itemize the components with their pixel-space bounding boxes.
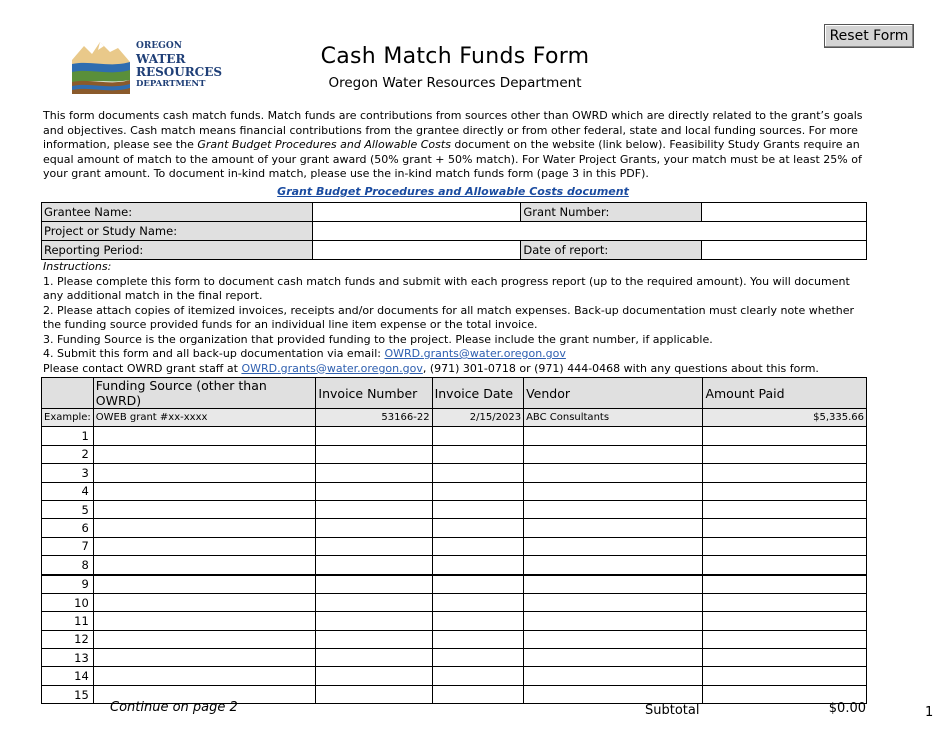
invoice-date-cell[interactable]: [432, 482, 524, 500]
invoice-date-cell[interactable]: [432, 612, 524, 630]
table-row: [42, 556, 867, 575]
invoice-number-cell[interactable]: [316, 519, 432, 537]
vendor-cell[interactable]: [524, 427, 703, 445]
invoice-number-cell[interactable]: [316, 445, 432, 463]
amount-paid-cell[interactable]: [703, 667, 867, 685]
example-amount: $5,335.66: [703, 409, 867, 427]
logo-line-water: WATER: [136, 52, 186, 66]
invoice-number-cell[interactable]: [316, 575, 432, 594]
subtotal-label: Subtotal: [645, 703, 700, 718]
invoice-date-cell[interactable]: [432, 593, 524, 611]
vendor-cell[interactable]: [524, 685, 703, 703]
contact-prefix: Please contact OWRD grant staff at: [43, 361, 242, 375]
invoice-date-cell[interactable]: [432, 649, 524, 667]
row-number: 14: [42, 667, 94, 685]
funding-source-header: Funding Source (other than OWRD): [93, 378, 316, 409]
table-row: [42, 593, 867, 611]
table-row: [42, 537, 867, 555]
table-row: [42, 649, 867, 667]
date-of-report-label: Date of report:: [521, 241, 702, 260]
example-label: Example:: [42, 409, 94, 427]
table-row: [42, 575, 867, 594]
example-vendor: ABC Consultants: [524, 409, 703, 427]
owrd-logo: [70, 38, 230, 98]
vendor-cell[interactable]: [524, 556, 703, 575]
funding-source-cell[interactable]: [93, 630, 316, 648]
amount-paid-cell[interactable]: [703, 482, 867, 500]
row-number: 15: [42, 685, 94, 703]
subtotal-value: $0.00: [828, 701, 866, 716]
invoice-date-cell[interactable]: [432, 537, 524, 555]
intro-paragraph: [43, 109, 873, 182]
landscape-logo-icon: [70, 38, 134, 96]
amount-paid-cell[interactable]: [703, 464, 867, 482]
vendor-cell[interactable]: [524, 593, 703, 611]
invoice-number-cell[interactable]: [316, 482, 432, 500]
funding-source-cell[interactable]: [93, 445, 316, 463]
vendor-cell[interactable]: [524, 464, 703, 482]
project-name-label: Project or Study Name:: [42, 222, 313, 241]
row-number: 6: [42, 519, 94, 537]
invoice-number-cell[interactable]: [316, 630, 432, 648]
amount-paid-cell[interactable]: [703, 445, 867, 463]
vendor-cell[interactable]: [524, 445, 703, 463]
invoice-number-cell[interactable]: [316, 667, 432, 685]
project-name-field[interactable]: [312, 222, 866, 241]
amount-paid-cell[interactable]: [703, 612, 867, 630]
table-row: [42, 464, 867, 482]
vendor-cell[interactable]: [524, 537, 703, 555]
row-number: 5: [42, 500, 94, 518]
invoice-date-cell[interactable]: [432, 427, 524, 445]
amount-paid-cell[interactable]: [703, 537, 867, 555]
invoice-number-cell[interactable]: [316, 593, 432, 611]
invoice-number-cell[interactable]: [316, 427, 432, 445]
amount-paid-header: Amount Paid: [703, 378, 867, 409]
row-number: 8: [42, 556, 94, 575]
email-link[interactable]: OWRD.grants@water.oregon.gov: [384, 347, 566, 360]
funding-source-cell[interactable]: [93, 612, 316, 630]
funding-source-cell[interactable]: [93, 427, 316, 445]
table-row: [42, 500, 867, 518]
vendor-cell[interactable]: [524, 667, 703, 685]
contact-line: [43, 362, 873, 377]
table-row: [42, 630, 867, 648]
funding-source-cell[interactable]: [93, 667, 316, 685]
reset-form-button[interactable]: Reset Form: [824, 24, 914, 48]
intro-text-1: This form documents cash match funds. Match funds are contributions from sources other than OWRD which are directly related to the grant’s goals and objectives. Cash match means financial contributions from the grantee directly or from other federal, state and local funding sources. For more information, please see the: [43, 109, 863, 152]
row-number: 9: [42, 575, 94, 594]
vendor-cell[interactable]: [524, 612, 703, 630]
funding-source-cell[interactable]: [93, 649, 316, 667]
row-number: 11: [42, 612, 94, 630]
amount-paid-cell[interactable]: [703, 630, 867, 648]
grant-budget-doc-link[interactable]: Grant Budget Procedures and Allowable Costs document: [277, 185, 629, 198]
amount-paid-cell[interactable]: [703, 519, 867, 537]
instruction-2: 2. Please attach copies of itemized invoices, receipts and/or documents for all match expenses. Back-up documentation must clearly note whether the funding source provided funds for an individual line item expense or the total invoice.: [43, 303, 855, 331]
vendor-cell[interactable]: [524, 519, 703, 537]
entry-rows: [42, 427, 867, 704]
row-number: 3: [42, 464, 94, 482]
instruction-4: [43, 347, 873, 362]
invoice-number-cell[interactable]: [316, 556, 432, 575]
table-row: [42, 445, 867, 463]
invoice-number-cell[interactable]: [316, 500, 432, 518]
table-row: [42, 519, 867, 537]
funding-source-cell[interactable]: [93, 500, 316, 518]
logo-line-department: DEPARTMENT: [136, 79, 206, 89]
vendor-header: Vendor: [524, 378, 703, 409]
row-number: 12: [42, 630, 94, 648]
instruction-3: 3. Funding Source is the organization that provided funding to the project. Please include the grant number, if applicable.: [43, 332, 713, 346]
example-source: OWEB grant #xx-xxxx: [93, 409, 316, 427]
funding-source-cell[interactable]: [93, 464, 316, 482]
invoice-date-cell[interactable]: [432, 685, 524, 703]
page-subtitle: Oregon Water Resources Department: [328, 75, 582, 91]
vendor-cell[interactable]: [524, 575, 703, 594]
amount-paid-cell[interactable]: [703, 649, 867, 667]
instructions-heading: Instructions:: [43, 260, 112, 273]
row-number: 1: [42, 427, 94, 445]
funding-source-cell[interactable]: [93, 519, 316, 537]
vendor-cell[interactable]: [524, 500, 703, 518]
example-row: [42, 409, 867, 427]
grant-number-field[interactable]: [702, 203, 867, 222]
instruction-1: 1. Please complete this form to document cash match funds and submit with each progress report (up to the required amount). You will document any additional match in the final report.: [43, 274, 850, 302]
invoice-date-cell[interactable]: [432, 500, 524, 518]
example-invoice: 53166-22: [316, 409, 432, 427]
reporting-period-label: Reporting Period:: [42, 241, 313, 260]
grant-number-label: Grant Number:: [521, 203, 702, 222]
invoice-number-cell[interactable]: [316, 685, 432, 703]
grant-info-table: [41, 202, 867, 260]
example-date: 2/15/2023: [432, 409, 524, 427]
reporting-period-field[interactable]: [312, 241, 521, 260]
cash-match-table: [41, 377, 867, 704]
date-of-report-field[interactable]: [702, 241, 867, 260]
intro-text-2: document on the website (link below). Feasibility Study Grants require an equal amount of match to the amount of your grant award (50% grant + 50% match). For Water Project Grants, your match must be at least 25% of your grant amount. To document in-kind match, please use the in-kind match funds form (page 3 in this PDF).: [43, 138, 862, 181]
page-title: Cash Match Funds Form: [320, 44, 590, 69]
contact-email-link[interactable]: OWRD.grants@water.oregon.gov: [241, 361, 423, 375]
invoice-date-cell[interactable]: [432, 464, 524, 482]
vendor-cell[interactable]: [524, 482, 703, 500]
vendor-cell[interactable]: [524, 649, 703, 667]
invoice-date-header: Invoice Date: [432, 378, 524, 409]
logo-line-oregon: OREGON: [136, 41, 182, 51]
amount-paid-cell[interactable]: [703, 593, 867, 611]
grantee-name-label: Grantee Name:: [42, 203, 313, 222]
invoice-date-cell[interactable]: [432, 575, 524, 594]
invoice-number-cell[interactable]: [316, 649, 432, 667]
funding-source-cell[interactable]: [93, 575, 316, 594]
invoice-date-cell[interactable]: [432, 667, 524, 685]
funding-source-cell[interactable]: [93, 556, 316, 575]
invoice-number-cell[interactable]: [316, 612, 432, 630]
table-row: [42, 667, 867, 685]
invoice-number-header: Invoice Number: [316, 378, 432, 409]
row-number: 13: [42, 649, 94, 667]
vendor-cell[interactable]: [524, 630, 703, 648]
invoice-date-cell[interactable]: [432, 556, 524, 575]
funding-source-cell[interactable]: [93, 482, 316, 500]
funding-source-cell[interactable]: [93, 537, 316, 555]
invoice-number-cell[interactable]: [316, 464, 432, 482]
logo-line-resources: RESOURCES: [136, 65, 223, 79]
amount-paid-cell[interactable]: [703, 556, 867, 575]
row-number: 7: [42, 537, 94, 555]
row-number: 2: [42, 445, 94, 463]
row-number-header: [42, 378, 94, 409]
table-row: [42, 612, 867, 630]
grantee-name-field[interactable]: [312, 203, 521, 222]
table-row: [42, 427, 867, 445]
continue-note: Continue on page 2: [110, 700, 238, 715]
funding-source-cell[interactable]: [93, 593, 316, 611]
page-number: 1: [925, 705, 934, 720]
invoice-date-cell[interactable]: [432, 630, 524, 648]
instructions: [43, 260, 873, 376]
amount-paid-cell[interactable]: [703, 500, 867, 518]
amount-paid-cell[interactable]: [703, 575, 867, 594]
table-row: [42, 482, 867, 500]
invoice-date-cell[interactable]: [432, 445, 524, 463]
invoice-number-cell[interactable]: [316, 537, 432, 555]
instruction-4-text: 4. Submit this form and all back-up documentation via email:: [43, 347, 385, 360]
amount-paid-cell[interactable]: [703, 427, 867, 445]
row-number: 4: [42, 482, 94, 500]
row-number: 10: [42, 593, 94, 611]
invoice-date-cell[interactable]: [432, 519, 524, 537]
intro-doc-name: Grant Budget Procedures and Allowable Costs: [197, 138, 451, 152]
contact-suffix: , (971) 301-0718 or (971) 444-0468 with any questions about this form.: [422, 361, 819, 375]
